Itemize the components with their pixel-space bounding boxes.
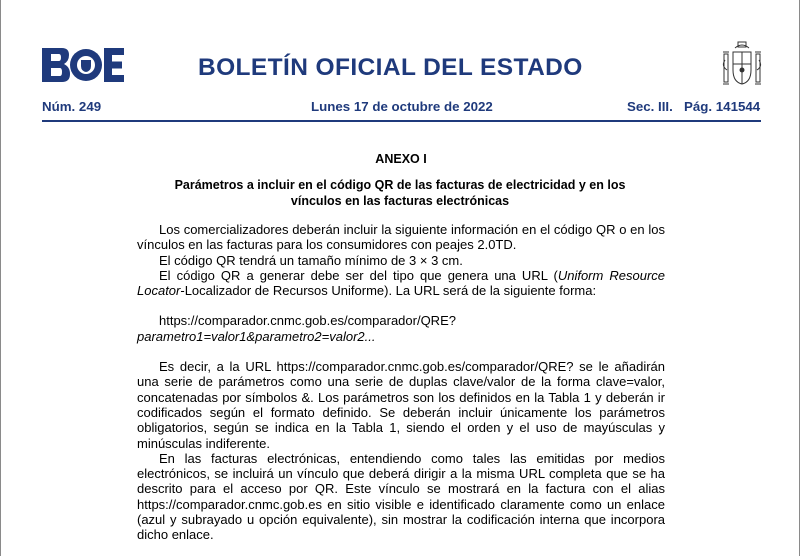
paragraph-2: El código QR tendrá un tamaño mínimo de 3 × 3 cm. xyxy=(159,252,463,268)
paragraph-5: En las facturas electrónicas, entendiendo como tales las emitidas por medios electrónicos, se incluirá un vínculo que deberá dirigir a la misma URL completa que se ha descrito para el acceso por QR. Este vínculo se mostrará en la factura con el alias https://comparador.cnmc.gob.es en sitio visible e identificado claramente como un enlace (azul y subrayado u opción equivalente), sin mostrar la codificación interna que incorpora dicho enlace. xyxy=(137,450,665,543)
page-title: BOLETÍN OFICIAL DEL ESTADO xyxy=(198,54,583,81)
issue-number: Núm. 249 xyxy=(42,99,102,114)
paragraph-3-text-a: El código QR a generar debe ser del tipo que genera una URL ( xyxy=(159,267,558,283)
annex-subtitle xyxy=(140,178,660,209)
url-line-1: https://comparador.cnmc.gob.es/comparador/QRE? xyxy=(159,313,456,329)
paragraph-4: Es decir, a la URL https://comparador.cnmc.gob.es/comparador/QRE? se le añadirán una serie de parámetros como una serie de duplas clave/valor de la forma clave=valor, concatenadas por símbolos &. Los parámetros son los definidos en la Tabla 1 y deberán ir codificados según el formato definido. Se deberán incluir únicamente los parámetros obligatorios, según se indica en la Tabla 1, siendo el orden y el uso de mayúsculas y minúsculas indiferente. xyxy=(137,359,665,451)
annex-title: ANEXO I xyxy=(375,152,427,166)
annex-subtitle-line1: Parámetros a incluir en el código QR de las facturas de electricidad y en los xyxy=(174,178,626,192)
coat-of-arms-icon xyxy=(721,40,763,90)
page-number: Pág. 141544 xyxy=(684,99,761,114)
document-body xyxy=(137,222,665,543)
header-divider xyxy=(42,120,761,122)
section-label: Sec. III. xyxy=(627,99,673,114)
paragraph-3 xyxy=(137,268,665,299)
annex-subtitle-line2: vínculos en las facturas electrónicas xyxy=(290,193,510,208)
boe-logo xyxy=(42,48,124,82)
paragraph-3-text-b: -Localizador de Recursos Uniforme). La URL será de la siguiente forma: xyxy=(180,283,597,299)
paragraph-1: Los comercializadores deberán incluir la siguiente información en el código QR o en los vínculos en las facturas para los consumidores con peajes 2.0TD. xyxy=(137,222,665,253)
url-parameters: parametro1=valor1&parametro2=valor2... xyxy=(137,328,376,344)
paragraph-3-italic: Uniform Resource Locator xyxy=(137,267,666,299)
issue-date: Lunes 17 de octubre de 2022 xyxy=(311,99,493,114)
url-line-2 xyxy=(137,329,665,344)
